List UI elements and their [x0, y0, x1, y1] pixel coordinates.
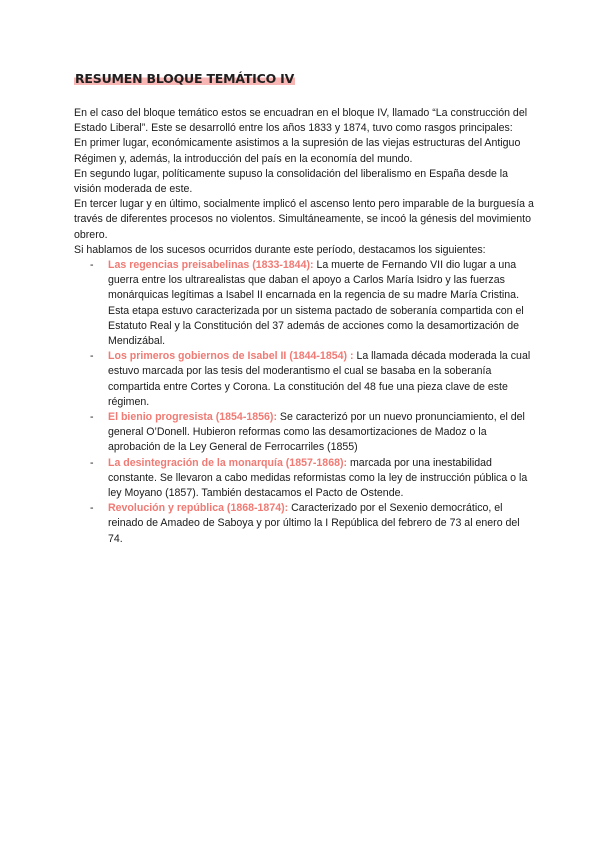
- political-paragraph: En segundo lugar, políticamente supuso la consolidación del liberalismo en España desde la visión moderada de este.: [74, 167, 509, 196]
- economic-paragraph: En primer lugar, económicamente asistimos a la supresión de las viejas estructuras del Antiguo Régimen y, además, la introducción del país en la economía del mundo.: [74, 137, 521, 165]
- events-intro-paragraph: Si hablamos de los sucesos ocurridos durante este período, destacamos los siguientes:: [74, 243, 486, 256]
- list-bullet: -: [90, 502, 94, 515]
- events-list: [74, 258, 534, 547]
- list-bullet: -: [90, 350, 94, 363]
- item-text: marcada por una inestabilidad constante. Se llevaron a cabo medidas reformistas como la ley de instrucción pública o la ley Moyano (1857). También destacamos el Pacto de Ostende.: [108, 456, 528, 500]
- list-item: [90, 258, 534, 349]
- social-paragraph: En tercer lugar y en último, socialmente implicó el ascenso lento pero imparable de la burguesía a través de diferentes procesos no violentos. Simultáneamente, se incoó la génesis del movimiento obrero.: [74, 198, 534, 241]
- item-text: La llamada década moderada la cual estuvo marcada por las tesis del moderantismo el cual se basaba en la soberanía compartida entre Cortes y Corona. La constitución del 48 fue una pieza clave de este régimen.: [108, 350, 531, 408]
- title-container: [74, 70, 295, 88]
- item-heading: El bienio progresista (1854-1856):: [108, 411, 277, 424]
- list-bullet: -: [90, 259, 94, 272]
- list-bullet: -: [90, 411, 94, 424]
- item-text: Se caracterizó por un nuevo pronunciamiento, el del general O’Donell. Hubieron reformas como las desamortizaciones de Madoz o la aprobación de la Ley General de Ferrocarriles (1855): [108, 411, 525, 454]
- list-item: [90, 349, 534, 410]
- document-body: [74, 106, 534, 547]
- item-text: Caracterizado por el Sexenio democrático, el reinado de Amadeo de Saboya y por último la I República del febrero de 73 al enero del 74.: [108, 502, 520, 545]
- document-title: RESUMEN BLOQUE TEMÁTICO IV: [75, 71, 295, 86]
- list-item: [90, 410, 534, 456]
- intro-paragraph: En el caso del bloque temático estos se encuadran en el bloque IV, llamado “La construcción del Estado Liberal”. Este se desarrolló entre los años 1833 y 1874, tuvo como rasgos principales:: [74, 107, 528, 135]
- item-text: La muerte de Fernando VII dio lugar a una guerra entre los ultrarealistas que daban el apoyo a Carlos María Isidro y las fuerzas monárquicas legítimas a Isabel II encarnada en la regencia de su madre María Cristina. Esta etapa estuvo caracterizada por un sistema pactado de soberanía compartida con el Estatuto Real y la Constitución del 37 además de acciones como la desamortización de Mendizábal.: [108, 259, 524, 348]
- list-item: [90, 456, 534, 502]
- item-heading: Revolución y república (1868-1874):: [108, 502, 289, 515]
- item-heading: Los primeros gobiernos de Isabel II (1844-1854) :: [108, 350, 354, 363]
- list-item: [90, 501, 534, 547]
- item-heading: Las regencias preisabelinas (1833-1844):: [108, 259, 314, 272]
- list-bullet: -: [90, 456, 94, 469]
- item-heading: La desintegración de la monarquía (1857-1868):: [108, 456, 348, 469]
